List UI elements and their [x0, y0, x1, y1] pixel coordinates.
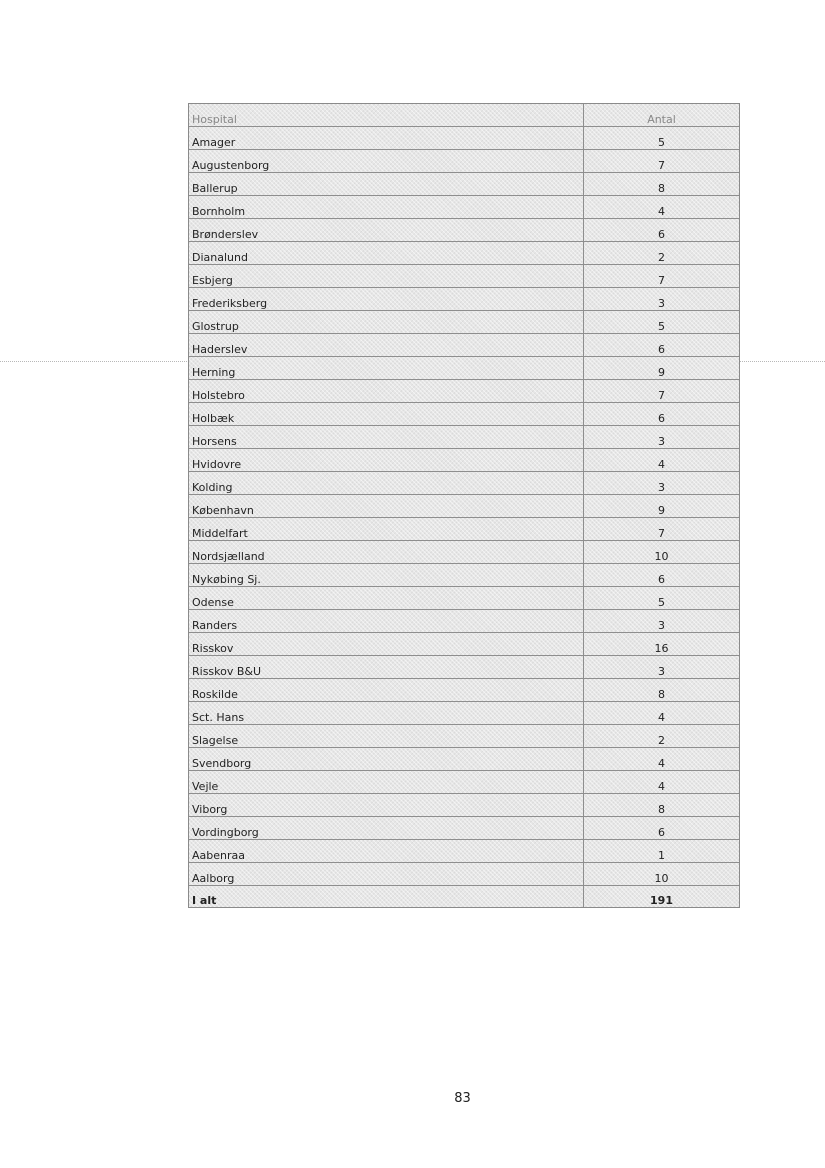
table-row	[189, 242, 739, 265]
antal-value-cell: 3	[584, 288, 739, 311]
hospital-name-cell: Aabenraa	[189, 840, 584, 863]
table-row	[189, 288, 739, 311]
table-row	[189, 702, 739, 725]
table-row	[189, 449, 739, 472]
table-row	[189, 472, 739, 495]
table-row	[189, 127, 739, 150]
hospital-name-cell: Horsens	[189, 426, 584, 449]
table-row	[189, 311, 739, 334]
hospital-name-cell: Holstebro	[189, 380, 584, 403]
antal-value-cell: 3	[584, 610, 739, 633]
total-value: 191	[650, 894, 673, 907]
antal-value-cell: 10	[584, 541, 739, 564]
table-row	[189, 403, 739, 426]
table-row	[189, 265, 739, 288]
hospital-name-cell: Vejle	[189, 771, 584, 794]
hospital-name-cell: Viborg	[189, 794, 584, 817]
table-row	[189, 518, 739, 541]
total-label: I alt	[189, 886, 584, 907]
table-row	[189, 817, 739, 840]
hospital-name-cell: Sct. Hans	[189, 702, 584, 725]
hospital-name-cell: Risskov	[189, 633, 584, 656]
hospital-name-cell: Nordsjælland	[189, 541, 584, 564]
hospital-name-cell: Frederiksberg	[189, 288, 584, 311]
hospital-name-cell: Roskilde	[189, 679, 584, 702]
table-row	[189, 150, 739, 173]
antal-value-cell: 8	[584, 173, 739, 196]
hospital-name-cell: Odense	[189, 587, 584, 610]
table-row	[189, 541, 739, 564]
antal-value-cell: 6	[584, 403, 739, 426]
antal-value-cell: 7	[584, 518, 739, 541]
antal-value-cell: 2	[584, 725, 739, 748]
hospital-name-cell: Hvidovre	[189, 449, 584, 472]
antal-value-cell: 2	[584, 242, 739, 265]
antal-value-cell: 4	[584, 748, 739, 771]
hospital-name-cell: Glostrup	[189, 311, 584, 334]
antal-value-cell: 7	[584, 150, 739, 173]
antal-value-cell: 6	[584, 817, 739, 840]
antal-value-cell: 6	[584, 564, 739, 587]
antal-value-cell: 9	[584, 357, 739, 380]
antal-value-cell: 6	[584, 219, 739, 242]
table-row	[189, 840, 739, 863]
hospital-name-cell: Slagelse	[189, 725, 584, 748]
hospital-name-cell: Nykøbing Sj.	[189, 564, 584, 587]
hospital-name-cell: Amager	[189, 127, 584, 150]
table-row	[189, 196, 739, 219]
hospital-name-cell: Svendborg	[189, 748, 584, 771]
column-header-hospital: Hospital	[189, 104, 584, 127]
table-row	[189, 357, 739, 380]
table-total-row	[189, 886, 739, 907]
table-header-row	[189, 104, 739, 127]
antal-value-cell: 10	[584, 863, 739, 886]
antal-value-cell: 5	[584, 127, 739, 150]
table-row	[189, 771, 739, 794]
hospital-name-cell: Augustenborg	[189, 150, 584, 173]
table-row	[189, 679, 739, 702]
column-header-antal: Antal	[584, 104, 739, 127]
table-row	[189, 426, 739, 449]
table-row	[189, 610, 739, 633]
table-row	[189, 564, 739, 587]
hospital-name-cell: Esbjerg	[189, 265, 584, 288]
antal-value-cell: 4	[584, 196, 739, 219]
antal-value-cell: 3	[584, 472, 739, 495]
antal-value-cell: 9	[584, 495, 739, 518]
hospital-name-cell: Brønderslev	[189, 219, 584, 242]
antal-value-cell: 4	[584, 702, 739, 725]
antal-value-cell: 16	[584, 633, 739, 656]
hospital-name-cell: Bornholm	[189, 196, 584, 219]
table-body	[189, 127, 739, 886]
page-number: 83	[454, 1091, 471, 1106]
antal-value-cell: 4	[584, 771, 739, 794]
hospital-name-cell: Aalborg	[189, 863, 584, 886]
table-row	[189, 380, 739, 403]
antal-value-cell: 3	[584, 426, 739, 449]
hospital-name-cell: Dianalund	[189, 242, 584, 265]
table-row	[189, 725, 739, 748]
table-row	[189, 863, 739, 886]
hospital-name-cell: Herning	[189, 357, 584, 380]
table-row	[189, 587, 739, 610]
table-row	[189, 748, 739, 771]
table-row	[189, 633, 739, 656]
table-row	[189, 173, 739, 196]
table-row	[189, 794, 739, 817]
hospital-name-cell: Risskov B&U	[189, 656, 584, 679]
antal-value-cell: 8	[584, 679, 739, 702]
hospital-name-cell: København	[189, 495, 584, 518]
antal-value-cell: 1	[584, 840, 739, 863]
hospital-name-cell: Vordingborg	[189, 817, 584, 840]
hospital-table	[188, 103, 740, 908]
antal-value-cell: 7	[584, 380, 739, 403]
antal-value-cell: 5	[584, 311, 739, 334]
hospital-name-cell: Haderslev	[189, 334, 584, 357]
hospital-name-cell: Randers	[189, 610, 584, 633]
table-row	[189, 656, 739, 679]
antal-value-cell: 6	[584, 334, 739, 357]
antal-value-cell: 7	[584, 265, 739, 288]
hospital-name-cell: Kolding	[189, 472, 584, 495]
table-row	[189, 219, 739, 242]
antal-value-cell: 3	[584, 656, 739, 679]
table-row	[189, 495, 739, 518]
hospital-name-cell: Middelfart	[189, 518, 584, 541]
antal-value-cell: 8	[584, 794, 739, 817]
hospital-name-cell: Ballerup	[189, 173, 584, 196]
table-row	[189, 334, 739, 357]
antal-value-cell: 4	[584, 449, 739, 472]
hospital-name-cell: Holbæk	[189, 403, 584, 426]
antal-value-cell: 5	[584, 587, 739, 610]
